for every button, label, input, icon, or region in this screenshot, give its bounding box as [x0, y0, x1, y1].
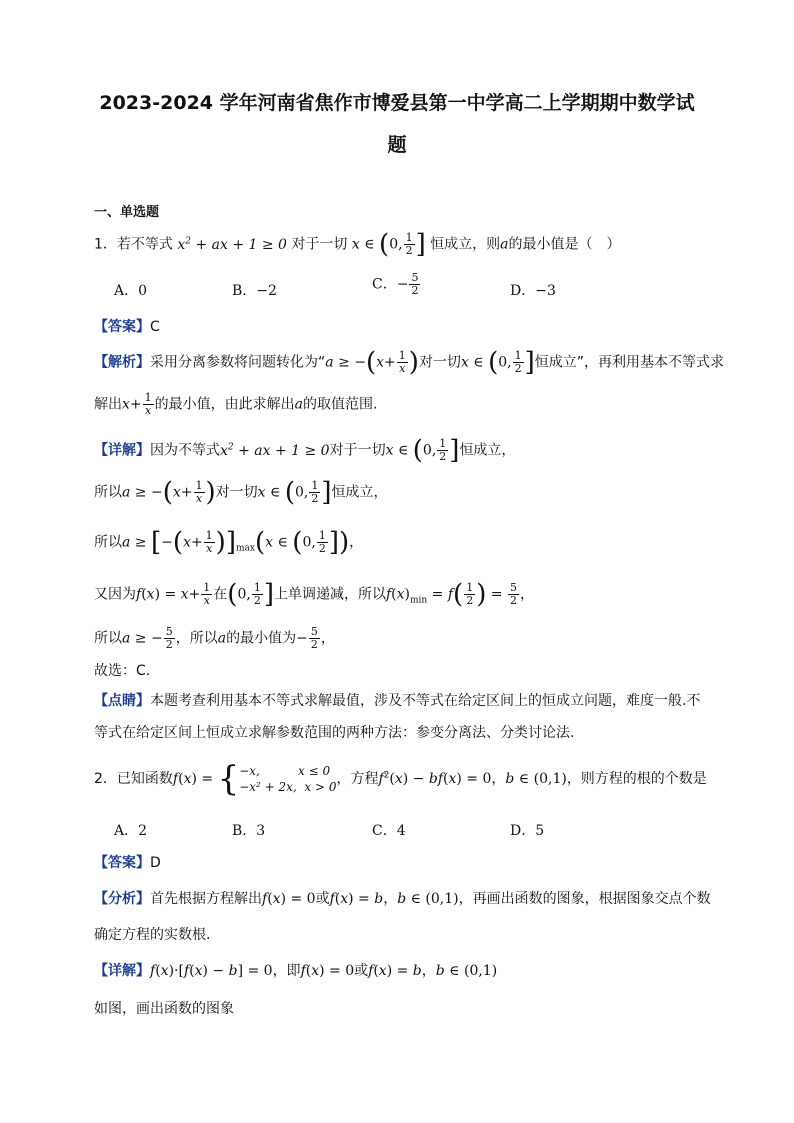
- q2-option-b: B．3: [232, 823, 266, 839]
- q1-number: 1．若不等式: [94, 236, 173, 253]
- q1-option-a: A．0: [114, 283, 148, 299]
- q2-option-a: A．2: [114, 823, 148, 839]
- section-heading: 一、单选题: [94, 205, 160, 220]
- q1-detail-line-5: 所以a ≥ − $\frac{5}{2}$ ，所以a的最小值为− $\frac{5}{2}$ ，: [94, 625, 335, 651]
- q1-cond-text: 对于一切: [291, 236, 348, 253]
- answer-value: C: [150, 319, 160, 335]
- q1-comment-line-2: 等式在给定区间上恒成立求解参数范围的两种方法：参变分离法、分类讨论法.: [94, 725, 575, 741]
- q1-detail-line-3: 所以a ≥ [−(x+ $\frac{1}{x}$ )]$_{max}(x$ ∈ (0, $\frac{1}{2}$ ])，: [94, 527, 364, 558]
- q2-analysis-line-1: 【分析】首先根据方程解出f(x) = 0或f(x) = b，b ∈ (0,1)，再画出函数的图象，根据图象交点个数: [94, 891, 711, 907]
- q2-analysis-line-2: 确定方程的实数根.: [94, 927, 211, 943]
- q1-option-c: C．− $\frac{5}{2}$: [372, 271, 419, 297]
- q1-option-b: B．−2: [232, 283, 277, 299]
- doc-title-line-2: 题: [387, 134, 407, 156]
- q2-last-line: 如图，画出函数的图象: [94, 1001, 234, 1017]
- q2-stem: 2．已知函数f(x) = { −x, x ≤ 0 −x² + 2x, x > 0 ，方程$f^2(x) - bf(x) = 0$，b ∈ (0,1)，则方程的根的个数是: [94, 759, 707, 799]
- detail-tag: 【详解】: [94, 442, 150, 459]
- comment-tag: 【点睛】: [94, 693, 150, 709]
- analysis-tag: 【解析】: [94, 354, 150, 371]
- doc-title-line-1: 2023-2024 学年河南省焦作市博爱县第一中学高二上学期期中数学试: [99, 92, 695, 114]
- q2-option-d: D．5: [510, 823, 545, 839]
- q1-x-in: x ∈: [351, 236, 380, 253]
- q1-stem: 1．若不等式 $x^2$ + ax + 1 ≥ 0 对于一切 x ∈ (0, $\frac{1}{2}$ ] 恒成立，则a的最小值是（ ）: [94, 229, 621, 260]
- q2-piecewise: { −x, x ≤ 0 −x² + 2x, x > 0: [217, 759, 337, 799]
- q1-tail: 恒成立，则: [430, 236, 501, 253]
- q1-analysis-line-2: 解出x+ $\frac{1}{x}$ 的最小值，由此求解出a的取值范围.: [94, 391, 378, 417]
- q1-inequality: $x^2$ + ax + 1 ≥ 0: [177, 236, 287, 253]
- q1-detail-line-1: 【详解】因为不等式$x^2$ + ax + 1 ≥ 0对于一切x ∈ (0, $\frac{1}{2}$ ]恒成立，: [94, 435, 516, 466]
- answer-tag: 【答案】: [94, 319, 150, 335]
- q1-choose: 故选：C.: [94, 663, 151, 679]
- q2-detail: 【详解】f(x)·[f(x) − b] = 0，即f(x) = 0或f(x) = b，b ∈ (0,1): [94, 963, 498, 979]
- q2-number: 2．已知函数: [94, 771, 173, 787]
- q2-answer: 【答案】D: [94, 855, 161, 871]
- q1-option-d: D．−3: [510, 283, 556, 299]
- q2-option-c: C．4: [372, 823, 406, 839]
- q1-answer: [94, 316, 160, 338]
- q1-detail-line-4: 又因为f(x) = x+ $\frac{1}{x}$ 在(0, $\frac{1}{2}$ ]上单调递减，所以$f(x)_{min} = f$( $\frac{1}{2}$ ) = $\frac{5}{2}$ ，: [94, 579, 534, 610]
- q1-analysis-line-1: 【解析】采用分离参数将问题转化为“a ≥ −(x+ $\frac{1}{x}$ )对一切x ∈ (0, $\frac{1}{2}$ ]恒成立”，再利用基本不等式求: [94, 347, 725, 378]
- q1-comment-line-1: 【点睛】本题考查利用基本不等式求解最值，涉及不等式在给定区间上的恒成立问题，难度一般.不: [94, 693, 701, 709]
- q1-detail-line-2: 所以a ≥ −(x+ $\frac{1}{x}$ )对一切x ∈ (0, $\frac{1}{2}$ ]恒成立，: [94, 477, 388, 508]
- q1-tail2: 的最小值是（ ）: [508, 236, 621, 253]
